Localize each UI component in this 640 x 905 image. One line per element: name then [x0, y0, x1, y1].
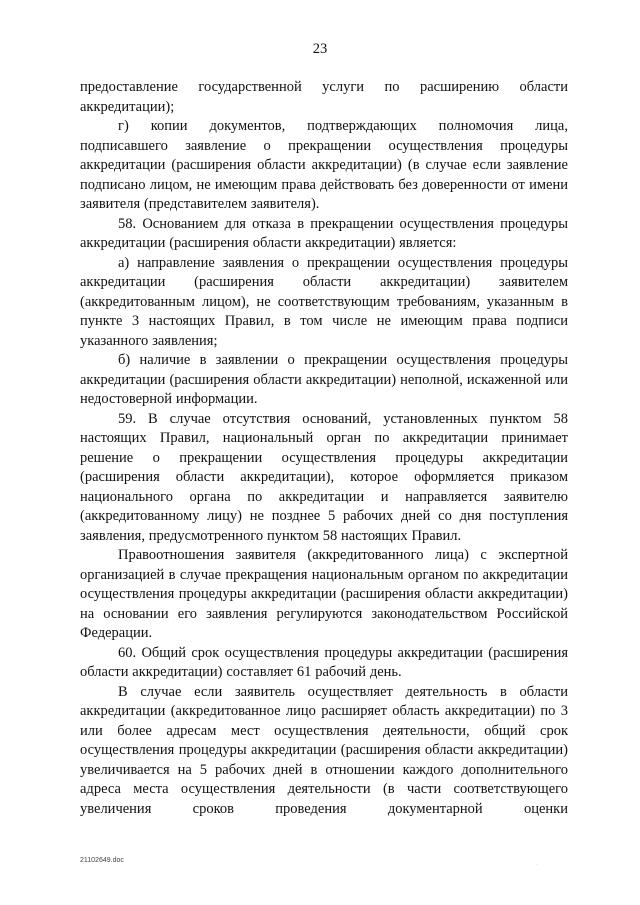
paragraph-additional-addresses: В случае если заявитель осуществляет деятельность в области аккредитации (аккредитованное лицо расширяет область аккредитации) по 3 или более адресам мест осуществления деятельности, общий срок осуществления процедуры аккредитации (расширения области аккредитации) увеличивается на 5 рабочих дней в отношении каждого дополнительного адреса места осуществления деятельности (в части соответствующего увеличения сроков проведения документарной оценки [80, 683, 568, 817]
scan-mark: · [536, 862, 538, 868]
paragraph-58-item-b: б) наличие в заявлении о прекращении осуществления процедуры аккредитации (расширения области аккредитации) неполной, искаженной или недостоверной информации. [80, 352, 568, 407]
paragraph-58-item-a: а) направление заявления о прекращении осуществления процедуры аккредитации (расширения области аккредитации) заявителем (аккредитованным лицом), не соответствующим требованиям, указанным в пункте 3 настоящих Правил, в том числе не имеющим права подписи указанного заявления; [80, 254, 568, 349]
paragraph-58: 58. Основанием для отказа в прекращении осуществления процедуры аккредитации (расширения области аккредитации) является: [80, 215, 568, 251]
paragraph-59: 59. В случае отсутствия оснований, установленных пунктом 58 настоящих Правил, национальный орган по аккредитации принимает решение о прекращении осуществления процедуры аккредитации (расширения области аккредитации), которое оформляется приказом национального органа по аккредитации и направляется заявителю (аккредитованному лицу) не позднее 5 рабочих дней со дня поступления заявления, предусмотренного пунктом 58 настоящих Правил. [80, 410, 568, 544]
paragraph-service-scope: предоставление государственной услуги по расширению области аккредитации); [80, 79, 568, 115]
footer-document-code: 21102649.doc [80, 857, 124, 864]
paragraph-item-g: г) копии документов, подтверждающих полномочия лица, подписавшего заявление о прекращении осуществления процедуры аккредитации (расширения области аккредитации) (в случае если заявление подписано лицом, не имеющим права действовать без доверенности от имени заявителя (представителем заявителя). [80, 118, 568, 212]
page-number: 23 [312, 41, 328, 57]
document-body [80, 78, 568, 819]
paragraph-60: 60. Общий срок осуществления процедуры аккредитации (расширения области аккредитации) составляет 61 рабочий день. [80, 644, 568, 680]
paragraph-legal-relations: Правоотношения заявителя (аккредитованного лица) с экспертной организацией в случае прекращения национальным органом по аккредитации осуществления процедуры аккредитации (расширения области аккредитации) на основании его заявления регулируются законодательством Российской Федерации. [80, 547, 568, 641]
